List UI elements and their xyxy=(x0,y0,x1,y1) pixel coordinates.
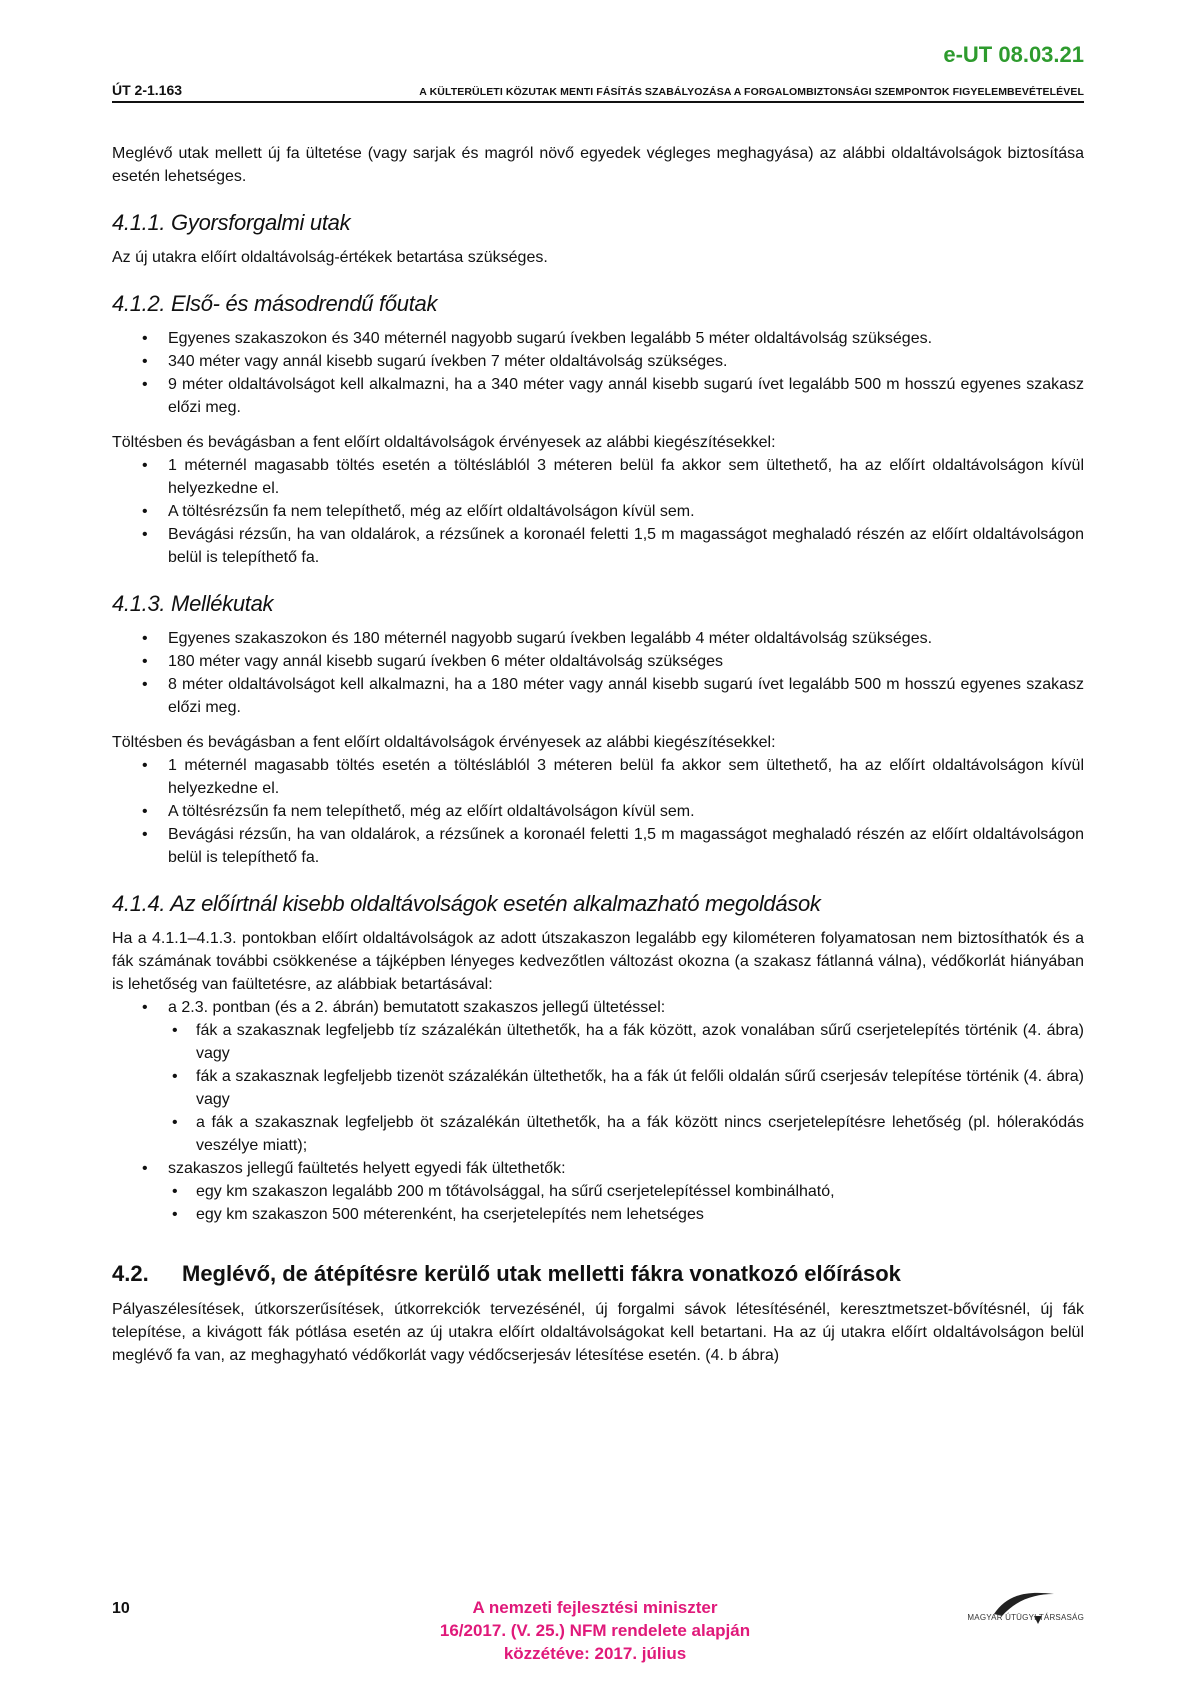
running-header xyxy=(112,82,1084,103)
list-item: • A töltésrézsűn fa nem telepíthető, még az előírt oldaltávolságon kívül sem. xyxy=(168,800,1084,823)
list-item: • A töltésrézsűn fa nem telepíthető, még az előírt oldaltávolságon kívül sem. xyxy=(168,500,1084,523)
sublist-item: • fák a szakasznak legfeljebb tizenöt százalékán ültethetők, ha a fák út felőli oldalán sűrű cserjesáv telepítése történik (4. ábra) vagy xyxy=(196,1065,1084,1111)
sublist-item: • egy km szakaszon 500 méterenként, ha cserjetelepítés nem lehetséges xyxy=(196,1203,1084,1226)
standard-number: ÚT 2-1.163 xyxy=(112,82,183,98)
document-title: A KÜLTERÜLETI KÖZUTAK MENTI FÁSÍTÁS SZABÁLYOZÁSA A FORGALOMBIZTONSÁGI SZEMPONTOK FIGYELEMBEVÉTELÉVEL xyxy=(419,86,1084,98)
document-code: e-UT 08.03.21 xyxy=(943,42,1084,67)
intro-paragraph: Meglévő utak mellett új fa ültetése (vagy sarjak és magról növő egyedek végleges meghagyása) az alábbi oldaltávolságok biztosítása esetén lehetséges. xyxy=(112,145,1084,185)
page-content xyxy=(112,142,1084,1377)
heading-4-2 xyxy=(112,1260,1084,1288)
paragraph-4-1-2-embankment: Töltésben és bevágásban a fent előírt oldaltávolságok érvényesek az alábbi kiegészítésekkel: xyxy=(112,434,776,451)
list-item xyxy=(168,1157,1084,1226)
publication-line-2: 16/2017. (V. 25.) NFM rendelete alapján xyxy=(439,1621,751,1640)
sublist xyxy=(168,1180,1084,1226)
sublist-item: • fák a szakasznak legfeljebb tíz százalékán ültethetők, ha a fák között, azok vonalában sűrű cserjetelepítés történik (4. ábra) vagy xyxy=(196,1019,1084,1065)
list-item: • Egyenes szakaszokon és 340 méternél nagyobb sugarú ívekben legalább 5 méter oldaltávolság szükséges. xyxy=(168,327,1084,350)
list-item: • 340 méter vagy annál kisebb sugarú ívekben 7 méter oldaltávolság szükséges. xyxy=(168,350,1084,373)
list-4-1-3-embankment xyxy=(112,754,1084,869)
section-number: 4.2. xyxy=(112,1261,149,1286)
heading-4-1-2: 4.1.2. Első- és másodrendű főutak xyxy=(112,291,438,316)
page-number: 10 xyxy=(112,1600,130,1617)
publication-note xyxy=(380,1596,810,1665)
list-item-text: szakaszos jellegű faültetés helyett egyedi fák ültethetők: xyxy=(168,1160,566,1177)
list-item: • Bevágási rézsűn, ha van oldalárok, a rézsűnek a koronaél feletti 1,5 m magasságot meghaladó részén az előírt oldaltávolságon belül is telepíthető fa. xyxy=(168,823,1084,869)
paragraph-4-1-4: Ha a 4.1.1–4.1.3. pontokban előírt oldaltávolságok az adott útszakaszon legalább egy kilométeren folyamatosan nem biztosíthatók és a fák számának további csökkenése a tájképben lényeges kedvezőtlen változást okozna (a szakasz fátlanná válna), védőkorlát hiányában is lehetőség van faültetésre, az alábbiak betartásával: xyxy=(112,930,1084,993)
list-item: • 9 méter oldaltávolságot kell alkalmazni, ha a 340 méter vagy annál kisebb sugarú ívet legalább 500 m hosszú egyenes szakasz előzi meg. xyxy=(168,373,1084,419)
paragraph-4-1-3-embankment: Töltésben és bevágásban a fent előírt oldaltávolságok érvényesek az alábbi kiegészítésekkel: xyxy=(112,734,776,751)
list-item: • Egyenes szakaszokon és 180 méternél nagyobb sugarú ívekben legalább 4 méter oldaltávolság szükséges. xyxy=(168,627,1084,650)
publication-line-3: közzétéve: 2017. július xyxy=(503,1644,687,1663)
heading-4-1-1: 4.1.1. Gyorsforgalmi utak xyxy=(112,210,351,235)
sublist xyxy=(168,1019,1084,1157)
publication-line-1: A nemzeti fejlesztési miniszter xyxy=(472,1598,718,1617)
list-4-1-3 xyxy=(112,627,1084,719)
sublist-item: • a fák a szakasznak legfeljebb öt százalékán ültethetők, ha a fák között nincs cserjetelepítésre lehetőség (pl. hólerakódás veszélye miatt); xyxy=(196,1111,1084,1157)
paragraph-4-1-1: Az új utakra előírt oldaltávolság-értékek betartása szükséges. xyxy=(112,249,548,266)
list-item: • 1 méternél magasabb töltés esetén a töltésláblól 3 méteren belül fa akkor sem ültethető, ha az előírt oldaltávolságon kívül helyezkedne el. xyxy=(168,454,1084,500)
list-item: • 180 méter vagy annál kisebb sugarú ívekben 6 méter oldaltávolság szükséges xyxy=(168,650,1084,673)
heading-4-1-3: 4.1.3. Mellékutak xyxy=(112,591,274,616)
list-item: • 8 méter oldaltávolságot kell alkalmazni, ha a 180 méter vagy annál kisebb sugarú ívet legalább 500 m hosszú egyenes szakasz előzi meg. xyxy=(168,673,1084,719)
list-item: • 1 méternél magasabb töltés esetén a töltésláblól 3 méteren belül fa akkor sem ültethető, ha az előírt oldaltávolságon kívül helyezkedne el. xyxy=(168,754,1084,800)
sublist-item: • egy km szakaszon legalább 200 m tőtávolsággal, ha sűrű cserjetelepítéssel kombinálható, xyxy=(196,1180,1084,1203)
list-item-text: a 2.3. pontban (és a 2. ábrán) bemutatott szakaszos jellegű ültetéssel: xyxy=(168,999,666,1016)
paragraph-4-2: Pályaszélesítések, útkorszerűsítések, útkorrekciók tervezésénél, új forgalmi sávok létesítésénél, keresztmetszet-bővítésnél, új fák telepítése, a kivágott fák pótlása esetén az új utakra előírt oldaltávolságokat kell betartani. Ha az új utakra előírt oldaltávolságon belül meglévő fa van, az meghagyható védőkorlát vagy védőcserjesáv létesítése esetén. (4. b ábra) xyxy=(112,1301,1084,1364)
section-title: Meglévő, de átépítésre kerülő utak melletti fákra vonatkozó előírások xyxy=(182,1261,901,1286)
logo-text: MAGYAR ÚTÜGYI TÁRSASÁG xyxy=(967,1613,1084,1622)
heading-4-1-4: 4.1.4. Az előírtnál kisebb oldaltávolságok esetén alkalmazható megoldások xyxy=(112,891,821,916)
list-item: • Bevágási rézsűn, ha van oldalárok, a rézsűnek a koronaél feletti 1,5 m magasságot meghaladó részén az előírt oldaltávolságon belül is telepíthető fa. xyxy=(168,523,1084,569)
society-logo xyxy=(884,1584,1084,1628)
list-item xyxy=(168,996,1084,1157)
list-4-1-2 xyxy=(112,327,1084,419)
list-4-1-2-embankment xyxy=(112,454,1084,569)
list-4-1-4 xyxy=(112,996,1084,1226)
